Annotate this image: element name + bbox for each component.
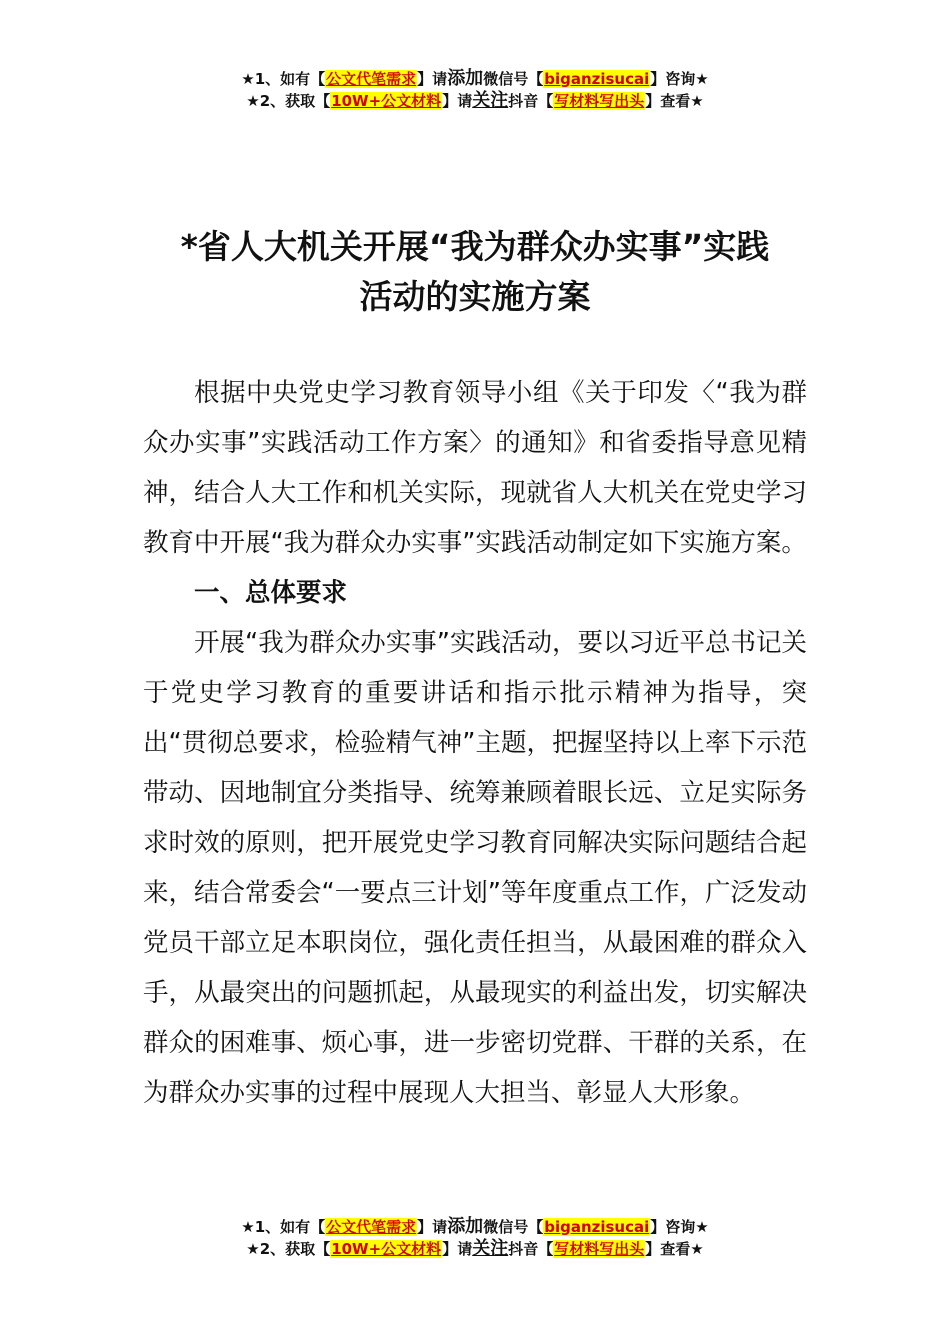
header-banner — [0, 68, 950, 112]
banner-text: 】请 — [442, 1240, 473, 1258]
section-heading: 一、总体要求 — [194, 578, 348, 608]
banner-emphasis: 添加 — [447, 68, 484, 89]
banner-text: 】查看★ — [645, 1240, 704, 1258]
banner-text: 】请 — [442, 92, 473, 110]
banner-text: 抖音【 — [508, 1240, 554, 1258]
banner-douyin-id: 写材料写出头 — [554, 92, 645, 110]
banner-line-2 — [0, 90, 950, 112]
footer-banner — [0, 1216, 950, 1260]
banner-douyin-id: 写材料写出头 — [554, 1240, 645, 1258]
banner-highlight: 公文代笔需求 — [326, 1218, 417, 1236]
banner-line-1 — [0, 1216, 950, 1238]
banner-text: 】请 — [417, 70, 448, 88]
banner-text: 抖音【 — [508, 92, 554, 110]
banner-text: ★2、获取【 — [246, 92, 331, 110]
banner-line-1 — [0, 68, 950, 90]
banner-wechat-id: biganzisucai — [544, 1218, 650, 1236]
document-title — [130, 222, 820, 322]
banner-text: 】查看★ — [645, 92, 704, 110]
banner-text: 】请 — [417, 1218, 448, 1236]
banner-emphasis: 关注 — [472, 90, 509, 111]
banner-wechat-id: biganzisucai — [544, 70, 650, 88]
banner-text: ★1、如有【 — [241, 70, 326, 88]
banner-highlight: 10W+公文材料 — [331, 1240, 442, 1258]
banner-text: 】咨询★ — [650, 70, 709, 88]
banner-text: 】咨询★ — [650, 1218, 709, 1236]
intro-paragraph: 根据中央党史学习教育领导小组《关于印发〈“我为群众办实事”实践活动工作方案〉的通知》和省委指导意见精神，结合人大工作和机关实际，现就省人大机关在党史学习教育中开展“我为群众办实事”实践活动制定如下实施方案。 — [143, 378, 807, 558]
banner-line-2 — [0, 1238, 950, 1260]
banner-highlight: 公文代笔需求 — [326, 70, 417, 88]
title-line-1: *省人大机关开展“我为群众办实事”实践 — [180, 227, 770, 266]
banner-text: ★1、如有【 — [241, 1218, 326, 1236]
banner-emphasis: 添加 — [447, 1216, 484, 1237]
document-body — [143, 368, 807, 1118]
banner-emphasis: 关注 — [472, 1238, 509, 1259]
section-paragraph: 开展“我为群众办实事”实践活动，要以习近平总书记关于党史学习教育的重要讲话和指示批示精神为指导，突出“贯彻总要求，检验精气神”主题，把握坚持以上率下示范带动、因地制宜分类指导、统筹兼顾着眼长远、立足实际务求时效的原则，把开展党史学习教育同解决实际问题结合起来，结合常委会“一要点三计划”等年度重点工作，广泛发动党员干部立足本职岗位，强化责任担当，从最困难的群众入手，从最突出的问题抓起，从最现实的利益出发，切实解决群众的困难事、烦心事，进一步密切党群、干群的关系，在为群众办实事的过程中展现人大担当、彰显人大形象。 — [143, 628, 807, 1108]
banner-highlight: 10W+公文材料 — [331, 92, 442, 110]
banner-text: 微信号【 — [483, 1218, 544, 1236]
title-line-2: 活动的实施方案 — [359, 277, 591, 316]
banner-text: ★2、获取【 — [246, 1240, 331, 1258]
banner-text: 微信号【 — [483, 70, 544, 88]
